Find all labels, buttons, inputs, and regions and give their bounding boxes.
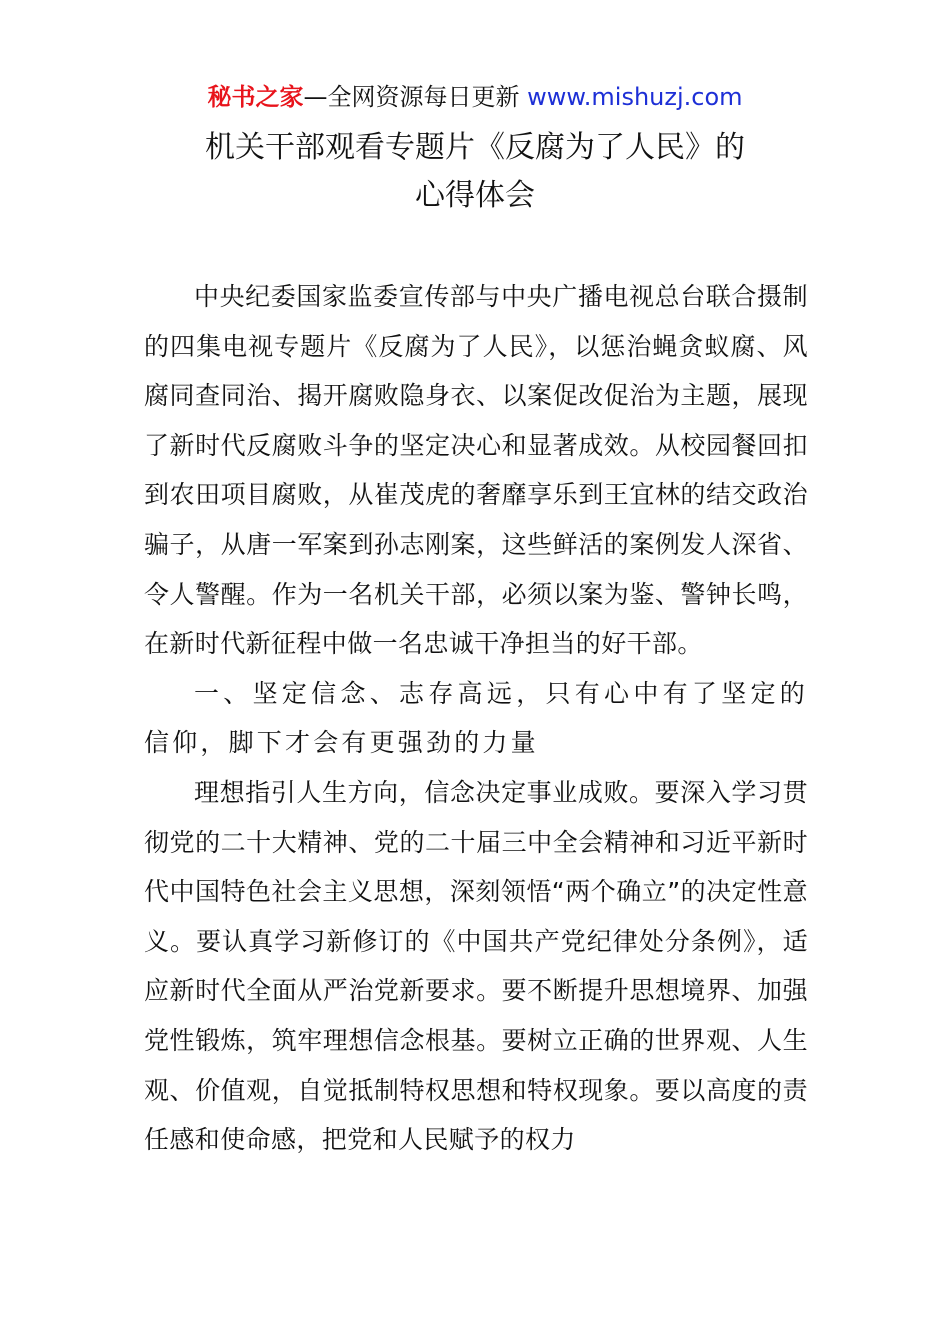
title-line-1: 机关干部观看专题片《反腐为了人民》的 [205, 130, 745, 165]
site-url-link[interactable]: www.mishuzj.com [527, 83, 743, 111]
document-body [144, 272, 808, 1165]
body-paragraph: 理想指引人生方向，信念决定事业成败。要深入学习贯彻党的二十大精神、党的二十届三中全会精神和习近平新时代中国特色社会主义思想，深刻领悟“两个确立”的决定性意义。要认真学习新修订的《中国共产党纪律处分条例》，适应新时代全面从严治党新要求。要不断提升思想境界、加强党性锻炼，筑牢理想信念根基。要树立正确的世界观、人生观、价值观，自觉抵制特权思想和特权现象。要以高度的责任感和使命感，把党和人民赋予的权力 [144, 777, 808, 1155]
section-heading: 一、坚定信念、志存高远，只有心中有了坚定的信仰，脚下才会有更强劲的力量 [144, 678, 808, 758]
site-tagline: —全网资源每日更新 [303, 83, 528, 111]
site-brand: 秘书之家 [207, 83, 304, 111]
document-title [0, 124, 950, 220]
site-header [0, 80, 950, 114]
title-line-2: 心得体会 [415, 178, 535, 213]
body-paragraph: 中央纪委国家监委宣传部与中央广播电视总台联合摄制的四集电视专题片《反腐为了人民》，以惩治蝇贪蚁腐、风腐同查同治、揭开腐败隐身衣、以案促改促治为主题，展现了新时代反腐败斗争的坚定决心和显著成效。从校园餐回扣到农田项目腐败，从崔茂虎的奢靡享乐到王宜林的结交政治骗子，从唐一军案到孙志刚案，这些鲜活的案例发人深省、令人警醒。作为一名机关干部，必须以案为鉴、警钟长鸣，在新时代新征程中做一名忠诚干净担当的好干部。 [144, 282, 808, 659]
